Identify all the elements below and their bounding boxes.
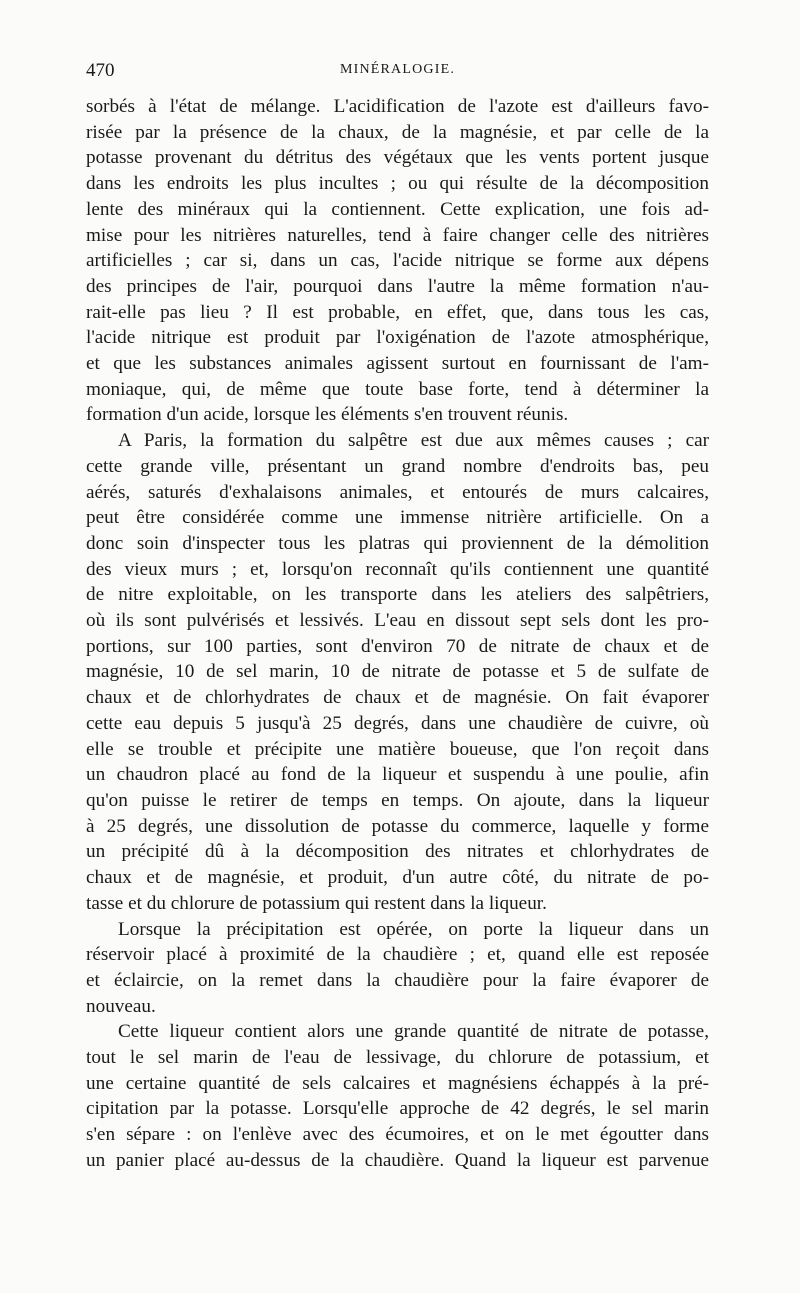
text-line: sorbés à l'état de mélange. L'acidification de l'azote est d'ailleurs favo- — [86, 96, 709, 117]
text-line: de nitre exploitable, on les transporte dans les ateliers des salpêtriers, — [86, 584, 709, 606]
text-line: rait-elle pas lieu ? Il est probable, en effet, que, dans tous les cas, — [86, 301, 709, 323]
text-line: qu'on puisse le retirer de temps en temps. On ajoute, dans la liqueur — [86, 789, 709, 811]
text-line: où ils sont pulvérisés et lessivés. L'eau en dissout sept sels dont les pro- — [86, 610, 709, 632]
text-line: potasse provenant du détritus des végétaux que les vents portent jusque — [86, 147, 709, 169]
body-text — [86, 94, 709, 1174]
text-line: des principes de l'air, pourquoi dans l'autre la même formation n'au- — [86, 275, 709, 297]
text-line: une certaine quantité de sels calcaires et magnésiens échappés à la pré- — [86, 1072, 709, 1094]
text-line: Cette liqueur contient alors une grande quantité de nitrate de potasse, — [118, 1021, 709, 1043]
text-line: risée par la présence de la chaux, de la magnésie, et par celle de la — [86, 121, 709, 143]
text-line: peut être considérée comme une immense nitrière artificielle. On a — [86, 507, 709, 529]
paragraph — [86, 917, 709, 1020]
text-line: moniaque, qui, de même que toute base forte, tend à déterminer la — [86, 378, 709, 400]
text-line: portions, sur 100 parties, sont d'environ 70 de nitrate de chaux et de — [86, 635, 709, 657]
text-line: à 25 degrés, une dissolution de potasse du commerce, laquelle y forme — [86, 815, 709, 837]
text-line: un précipité dû à la décomposition des nitrates et chlorhydrates de — [86, 841, 709, 863]
text-line: formation d'un acide, lorsque les éléments s'en trouvent réunis. — [86, 404, 569, 426]
text-line: réservoir placé à proximité de la chaudière ; et, quand elle est reposée — [86, 944, 709, 966]
book-page — [86, 58, 709, 1174]
text-line: et que les substances animales agissent surtout en fournissant de l'am- — [86, 353, 709, 375]
text-line: l'acide nitrique est produit par l'oxigénation de l'azote atmosphérique, — [86, 327, 709, 349]
text-line: cipitation par la potasse. Lorsqu'elle approche de 42 degrés, le sel marin — [86, 1098, 709, 1120]
paragraph — [86, 1019, 709, 1173]
text-line: cette eau depuis 5 jusqu'à 25 degrés, dans une chaudière de cuivre, où — [86, 712, 709, 734]
text-line: aérés, saturés d'exhalaisons animales, et entourés de murs calcaires, — [86, 481, 709, 503]
text-line: et éclaircie, on la remet dans la chaudière pour la faire évaporer de — [86, 969, 709, 991]
text-line: artificielles ; car si, dans un cas, l'acide nitrique se forme aux dépens — [86, 250, 709, 272]
text-line: tout le sel marin de l'eau de lessivage, du chlorure de potassium, et — [86, 1047, 709, 1069]
text-line: chaux et de magnésie, et produit, d'un autre côté, du nitrate de po- — [86, 867, 709, 889]
text-line: chaux et de chlorhydrates de chaux et de magnésie. On fait évaporer — [86, 687, 709, 709]
paragraph — [86, 94, 709, 428]
text-line: mise pour les nitrières naturelles, tend à faire changer celle des nitrières — [86, 224, 709, 246]
text-line: nouveau. — [86, 995, 156, 1017]
text-line: elle se trouble et précipite une matière boueuse, que l'on reçoit dans — [86, 738, 709, 760]
text-line: donc soin d'inspecter tous les platras qui proviennent de la démolition — [86, 532, 709, 554]
text-line: dans les endroits les plus incultes ; ou qui résulte de la décomposition — [86, 173, 709, 195]
text-line: tasse et du chlorure de potassium qui restent dans la liqueur. — [86, 892, 547, 914]
text-line: cette grande ville, présentant un grand nombre d'endroits bas, peu — [86, 455, 709, 477]
text-line: A Paris, la formation du salpêtre est due aux mêmes causes ; car — [118, 430, 709, 452]
paragraph — [86, 428, 709, 916]
running-header — [86, 58, 709, 88]
text-line: Lorsque la précipitation est opérée, on porte la liqueur dans un — [118, 918, 709, 940]
running-title: MINÉRALOGIE. — [339, 62, 456, 77]
text-line: s'en sépare : on l'enlève avec des écumoires, et on le met égoutter dans — [86, 1124, 709, 1146]
page-number: 470 — [86, 60, 115, 81]
text-line: des vieux murs ; et, lorsqu'on reconnaît qu'ils contiennent une quantité — [86, 558, 709, 580]
text-line: un panier placé au-dessus de la chaudière. Quand la liqueur est parvenue — [86, 1149, 709, 1171]
text-line: magnésie, 10 de sel marin, 10 de nitrate de potasse et 5 de sulfate de — [86, 661, 709, 683]
text-line: un chaudron placé au fond de la liqueur et suspendu à une poulie, afin — [86, 764, 709, 786]
text-line: lente des minéraux qui la contiennent. Cette explication, une fois ad- — [86, 198, 709, 220]
